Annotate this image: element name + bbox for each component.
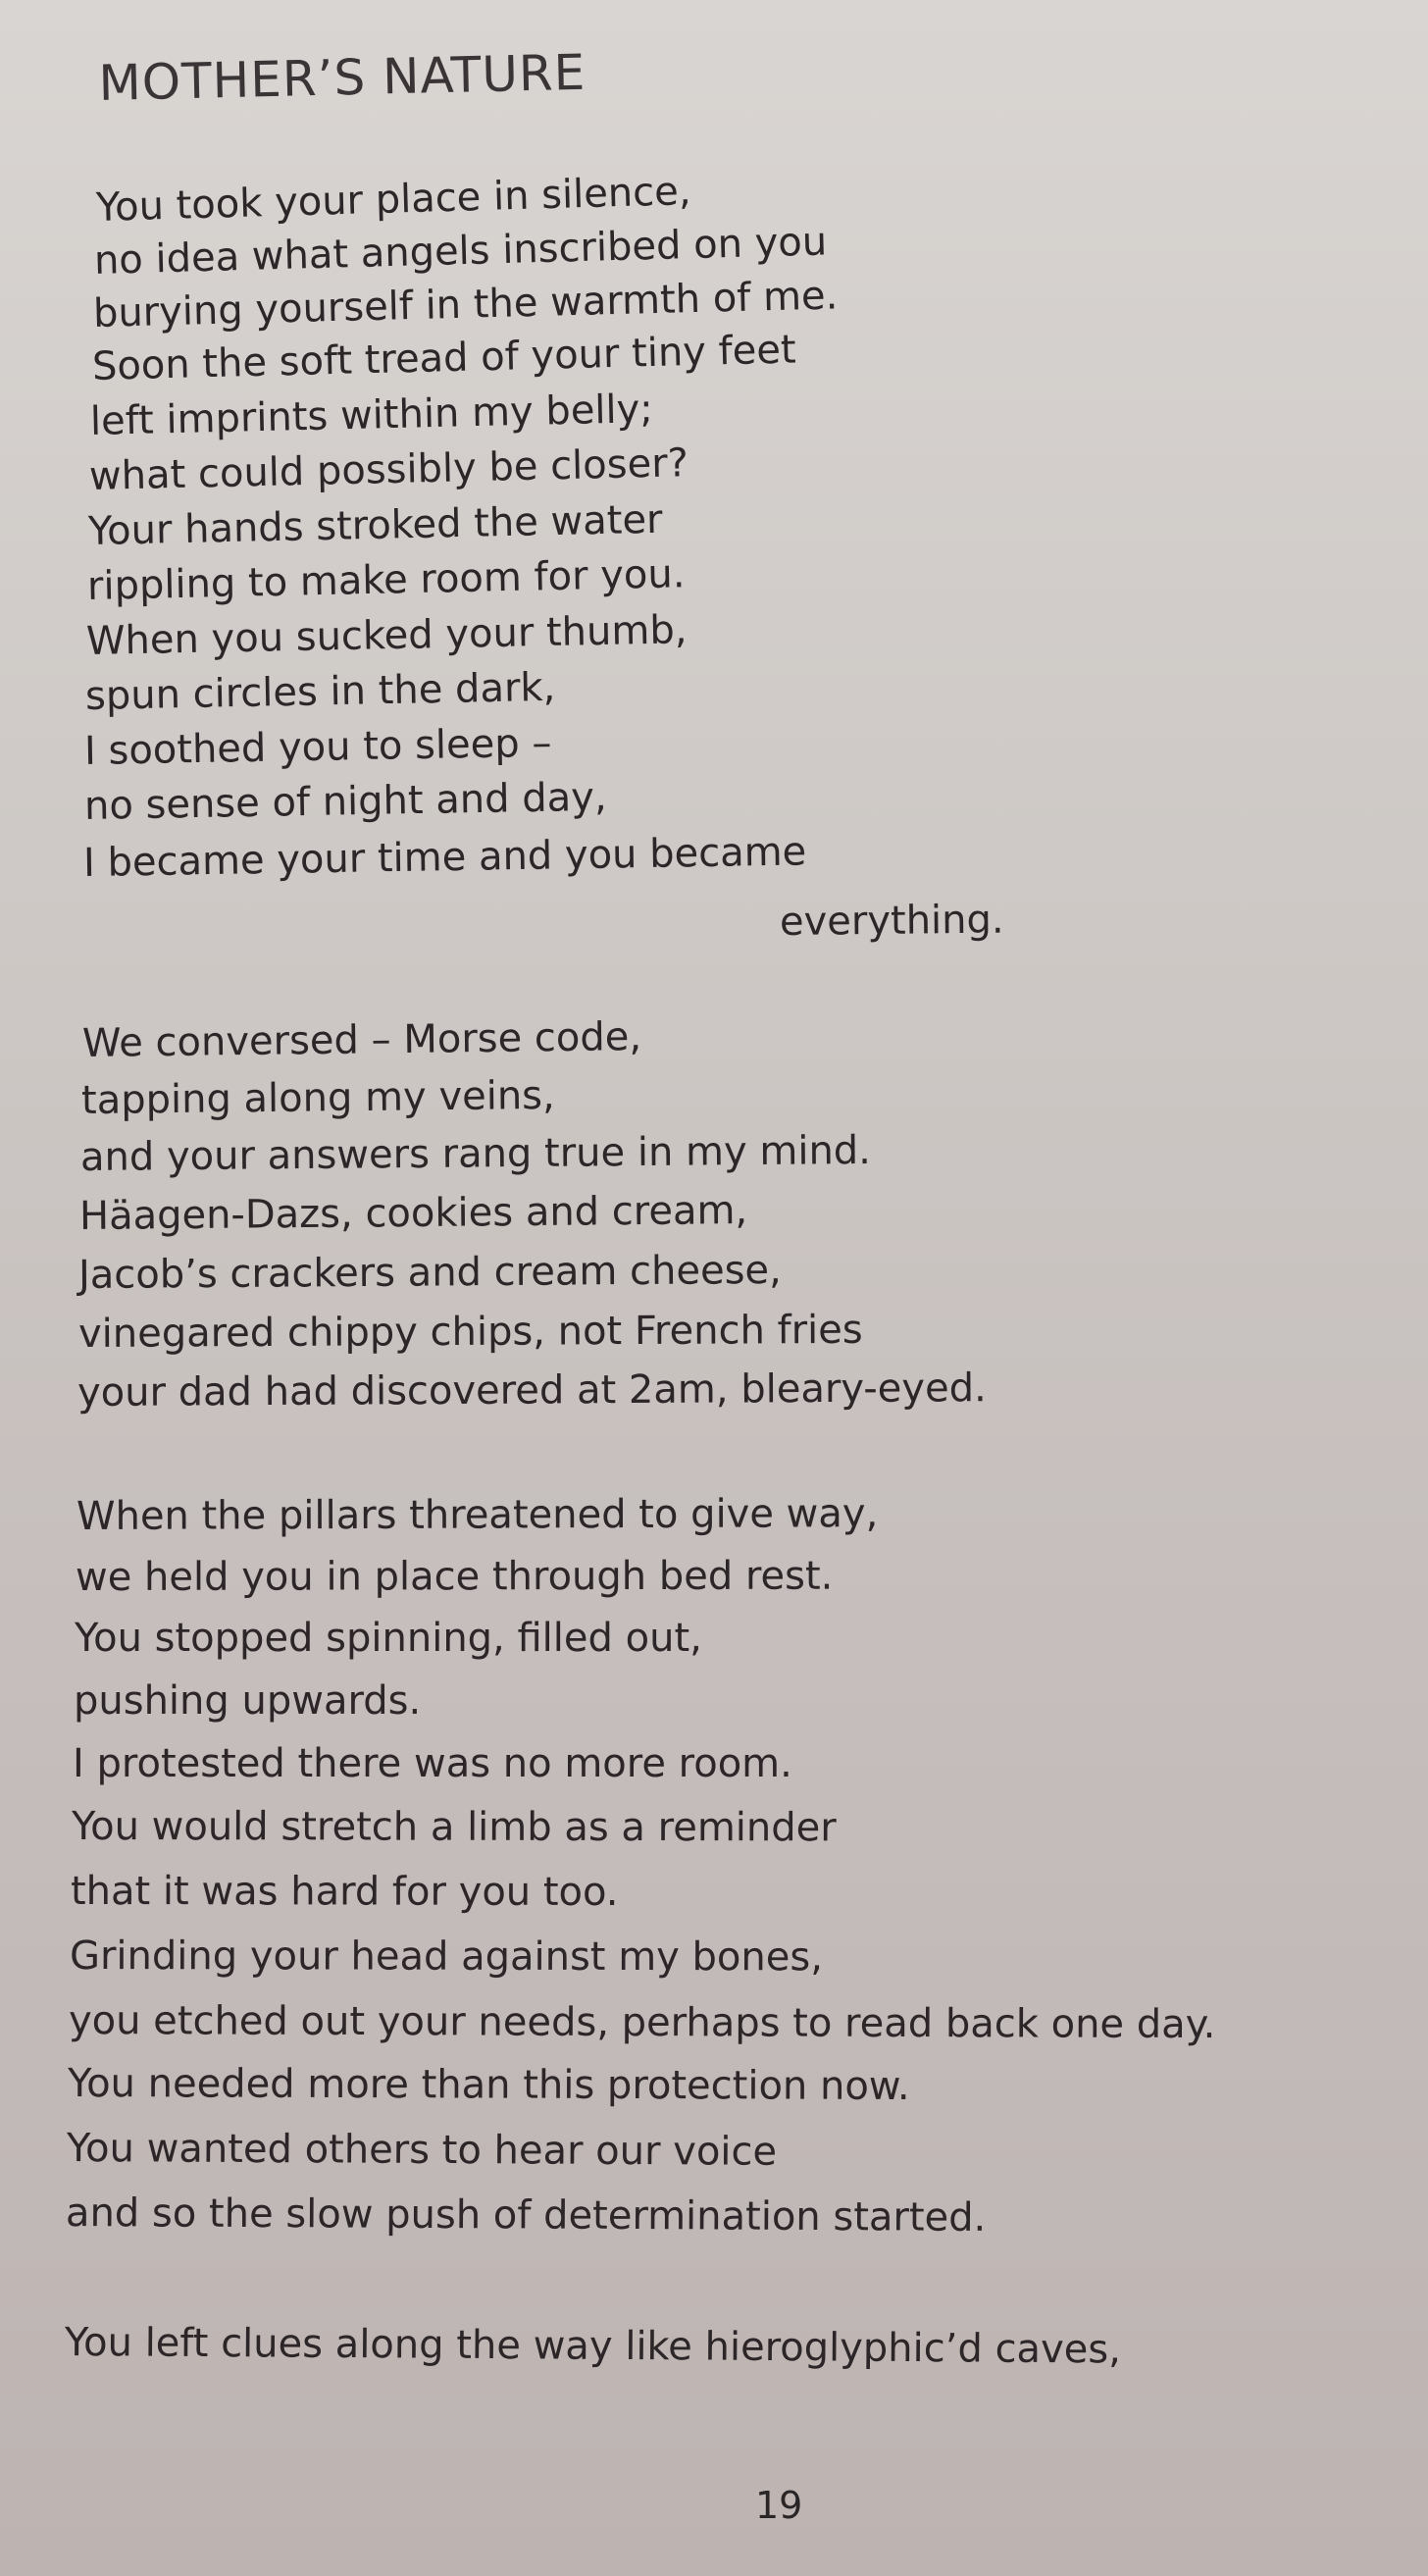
poem-line: Your hands stroked the water	[87, 496, 663, 554]
poem-line: When the pillars threatened to give way,	[76, 1491, 879, 1539]
poem-line: we held you in place through bed rest.	[75, 1553, 834, 1600]
poem-line: I protested there was no more room.	[73, 1741, 792, 1786]
poem-line: I became your time and you became	[82, 829, 807, 886]
poem-line: and your answers rang true in my mind.	[79, 1127, 872, 1180]
poem-line: no sense of night and day,	[83, 774, 607, 829]
poem-line: You left clues along the way like hieroglyphic’d caves,	[64, 2320, 1122, 2373]
poem-line: vinegared chippy chips, not French fries	[77, 1307, 863, 1357]
poem-line: that it was hard for you too.	[70, 1869, 619, 1915]
poem-line: You would stretch a limb as a reminder	[71, 1804, 837, 1851]
poem-line: and so the slow push of determination started.	[65, 2190, 987, 2241]
page-number: 19	[755, 2484, 803, 2527]
poem-line: left imprints within my belly;	[89, 386, 654, 444]
poem-line: I soothed you to sleep –	[83, 720, 552, 774]
poem-title: MOTHER’S NATURE	[98, 43, 586, 112]
poem-line: tapping along my veins,	[80, 1072, 555, 1123]
poem-line: everything.	[779, 897, 1004, 945]
poem-line: You wanted others to hear our voice	[66, 2126, 778, 2175]
poem-line: Grinding your head against my bones,	[69, 1933, 823, 1981]
poem-line: spun circles in the dark,	[84, 664, 556, 719]
poem-line: no idea what angels inscribed on you	[93, 219, 828, 283]
poem-line: We conversed – Morse code,	[81, 1014, 642, 1066]
poem-line: rippling to make room for you.	[86, 551, 686, 609]
poem-line: pushing upwards.	[74, 1678, 422, 1724]
poem-line: you etched out your needs, perhaps to read back one day.	[68, 1998, 1216, 2048]
poem-line: Häagen-Dazs, cookies and cream,	[78, 1188, 748, 1239]
poem-line: burying yourself in the warmth of me.	[92, 273, 839, 336]
poem-line: Soon the soft tread of your tiny feet	[91, 327, 797, 389]
poem-line: When you sucked your thumb,	[85, 607, 688, 664]
poem-line: what could possibly be closer?	[88, 440, 689, 499]
poem-line: You needed more than this protection now.	[67, 2061, 910, 2109]
poem-line: your dad had discovered at 2am, bleary-eyed.	[76, 1365, 987, 1416]
poem-line: Jacob’s crackers and cream cheese,	[77, 1247, 782, 1298]
poem-line: You took your place in silence,	[95, 169, 692, 231]
poem-line: You stopped spinning, filled out,	[75, 1616, 702, 1661]
